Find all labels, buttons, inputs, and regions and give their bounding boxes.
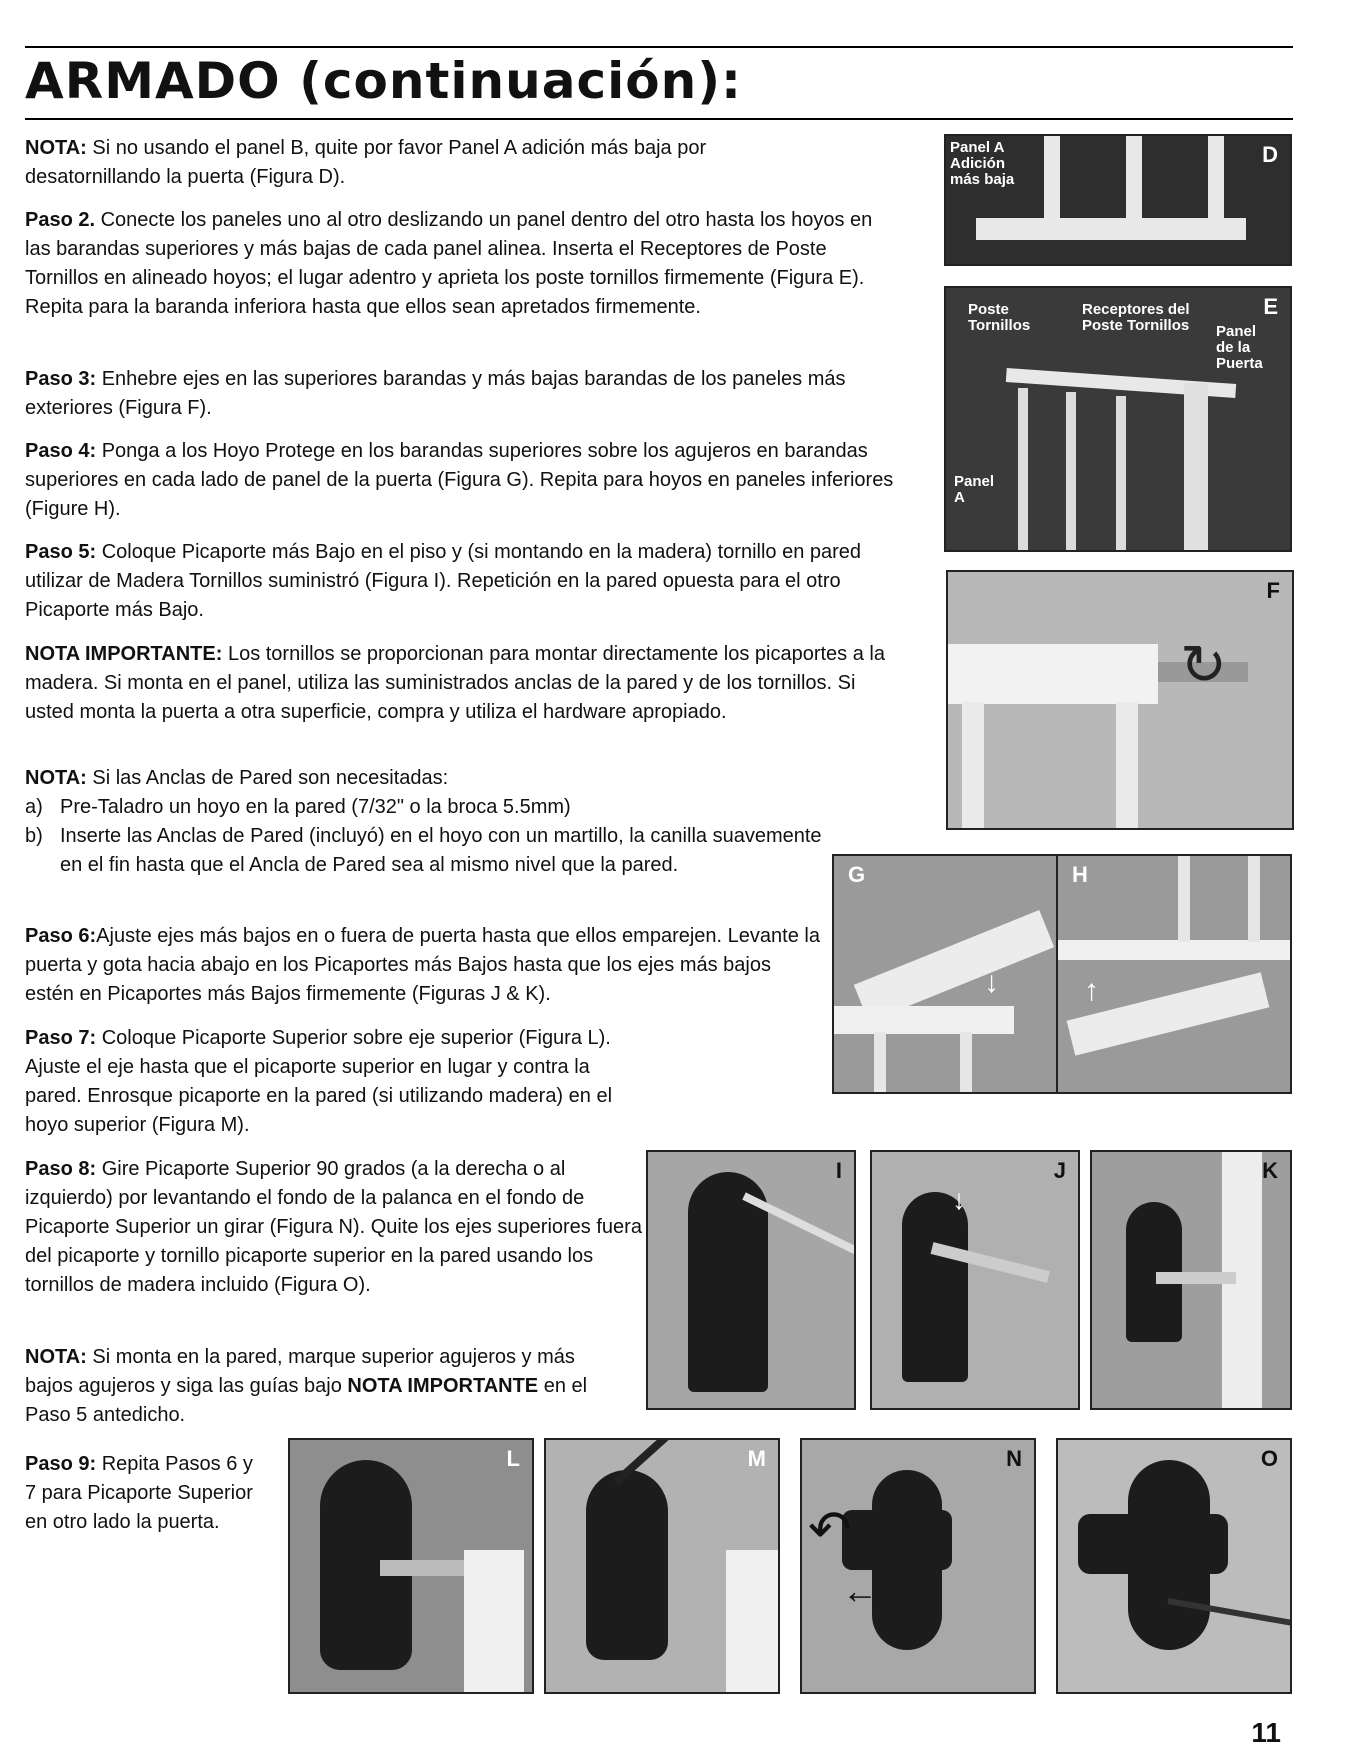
figure-g-letter: G — [848, 862, 866, 887]
latch — [586, 1470, 668, 1660]
latch-lever — [1078, 1514, 1228, 1574]
gate-bar — [1066, 392, 1076, 550]
latch-lever — [842, 1510, 952, 1570]
figure-n — [800, 1438, 1036, 1694]
gate-bar — [1116, 396, 1126, 550]
gate-bar — [1208, 136, 1224, 220]
figure-m-letter: M — [747, 1446, 766, 1471]
down-arrow-icon: ↓ — [952, 1184, 966, 1215]
figure-j — [870, 1150, 1080, 1410]
page-title: ARMADO (continuación): — [25, 52, 743, 110]
figure-f — [946, 570, 1294, 830]
figure-i — [646, 1150, 856, 1410]
gate-rail — [948, 644, 1158, 704]
figure-m — [544, 1438, 780, 1694]
left-arrow-icon: ← — [842, 1570, 878, 1611]
gate-rail — [976, 218, 1246, 240]
gate-post — [464, 1550, 524, 1692]
figure-e-poste-label: Poste Tornillos — [968, 301, 1031, 334]
gate-bar — [1178, 856, 1190, 942]
figure-f-letter: F — [1266, 578, 1280, 603]
page-number: 11 — [1251, 1717, 1281, 1748]
figure-d-letter: D — [1262, 142, 1278, 167]
figure-h — [1056, 854, 1292, 1094]
gate-post — [726, 1550, 778, 1692]
threaded-rod — [1156, 1272, 1236, 1284]
figure-h-letter: H — [1072, 862, 1088, 887]
figure-k-letter: K — [1262, 1158, 1278, 1183]
gate-bar — [1126, 136, 1142, 220]
gate-bar — [1248, 856, 1260, 942]
figure-l-letter: L — [506, 1446, 520, 1471]
list-item-a: a) Pre-Taladro un hoyo en la pared (7/32" o la broca 5.5mm) — [25, 796, 571, 818]
figure-j-letter: J — [1053, 1158, 1066, 1183]
figure-o — [1056, 1438, 1292, 1694]
paso-6: Paso 6:Ajuste ejes más bajos en o fuera de puerta hasta que ellos emparejen. Levante la puerta y gota hacia abajo en los Picaportes más Bajos hasta que los ejes más bajos estén en Picaportes más Bajos firmemente (Figuras J & K). — [25, 925, 820, 1005]
down-arrow-icon: ↓ — [984, 966, 999, 999]
list-item-b: b) Inserte las Anclas de Pared (incluyó) en el hoyo con un martillo, la canilla suavemente en el fin hasta que el Ancla de Pared sea al mismo nivel que la pared. — [25, 825, 822, 876]
nota-importante: NOTA IMPORTANTE: Los tornillos se proporcionan para montar directamente los picaportes a la madera. Si monta en el panel, utiliza las suministrados anclas de la pared y de los tornillos. Si usted monta la puerta a otra superficie, compra y utiliza el hardware apropiado. — [25, 643, 885, 723]
figure-n-letter: N — [1006, 1446, 1022, 1471]
gate-bar — [962, 702, 984, 828]
latch — [902, 1192, 968, 1382]
gate-bar — [960, 1032, 972, 1092]
top-rule — [25, 46, 1293, 48]
gate-rail — [1058, 940, 1290, 960]
figure-e-panel-puerta-label: Panel de la Puerta — [1216, 323, 1263, 372]
nota-d: NOTA: Si no usando el panel B, quite por favor Panel A adición más baja por desatornillando la puerta (Figura D). — [25, 137, 707, 188]
figure-e-receptores-label: Receptores del Poste Tornillos — [1082, 301, 1190, 334]
paso-7: Paso 7: Coloque Picaporte Superior sobre eje superior (Figura L). Ajuste el eje hasta que el picaporte superior en lugar y contra la pared. Enrosque picaporte en la pared (si utilizando madera) en el hoyo superior (Figura M). — [25, 1027, 613, 1136]
gate-bar — [1044, 136, 1060, 220]
up-arrow-icon: ↑ — [1084, 974, 1099, 1007]
figure-e-letter: E — [1263, 294, 1278, 319]
figure-g — [832, 854, 1068, 1094]
rotate-arrow-icon: ↶ — [808, 1501, 852, 1559]
figure-e — [944, 286, 1292, 552]
figure-d-label: Panel A Adición más baja — [950, 139, 1015, 188]
figure-i-letter: I — [835, 1158, 842, 1183]
figure-o-letter: O — [1260, 1446, 1278, 1471]
paso-8: Paso 8: Gire Picaporte Superior 90 grados (a la derecha o al izquierdo) por levantando el fondo de la palanca en el fondo de Picaporte Superior un girar (Figura N). Quite los ejes superiores fuera del picaporte y tornillo picaporte superior en la pared usando los tornillos de madera incluido (Figura O). — [25, 1158, 642, 1296]
gate-rail — [834, 1006, 1014, 1034]
title-rule — [25, 118, 1293, 120]
nota-anclas: NOTA: Si las Anclas de Pared son necesitadas: — [25, 767, 449, 789]
rotate-arrow-icon: ↻ — [1180, 633, 1227, 696]
paso-3: Paso 3: Enhebre ejes en las superiores barandas y más bajas barandas de los paneles más exteriores (Figura F). — [25, 368, 846, 419]
figure-d — [944, 134, 1292, 266]
gate-bar — [1116, 702, 1138, 828]
figure-e-panel-a-label: Panel A — [954, 473, 995, 506]
figure-l — [288, 1438, 534, 1694]
paso-2: Paso 2. Conecte los paneles uno al otro deslizando un panel dentro del otro hasta los hoyos en las barandas superiores y más bajas de cada panel alinea. Inserta el Receptores de Poste Tornillos en alineado hoyos; el lugar adentro y aprieta los poste tornillos firmemente (Figura E). Repita para la baranda inferiora hasta que ellos sean apretados firmemente. — [25, 209, 873, 318]
gate-post — [1184, 383, 1208, 550]
gate-bar — [874, 1032, 886, 1092]
figure-k — [1090, 1150, 1292, 1410]
nota-pared: NOTA: Si monta en la pared, marque superior agujeros y más bajos agujeros y siga las guías bajo NOTA IMPORTANTE en el Paso 5 antedicho. — [25, 1346, 588, 1426]
gate-bar — [1018, 388, 1028, 550]
paso-4: Paso 4: Ponga a los Hoyo Protege en los barandas superiores sobre los agujeros en barandas superiores en cada lado de panel de la puerta (Figura G). Repita para hoyos en paneles inferiores (Figure H). — [25, 440, 894, 520]
paso-9: Paso 9: Repita Pasos 6 y 7 para Picaporte Superior en otro lado la puerta. — [25, 1453, 253, 1533]
paso-5: Paso 5: Coloque Picaporte más Bajo en el piso y (si montando en la madera) tornillo en pared utilizar de Madera Tornillos suministró (Figura I). Repetición en la pared opuesta para el otro Picaporte más Bajo. — [25, 541, 862, 621]
